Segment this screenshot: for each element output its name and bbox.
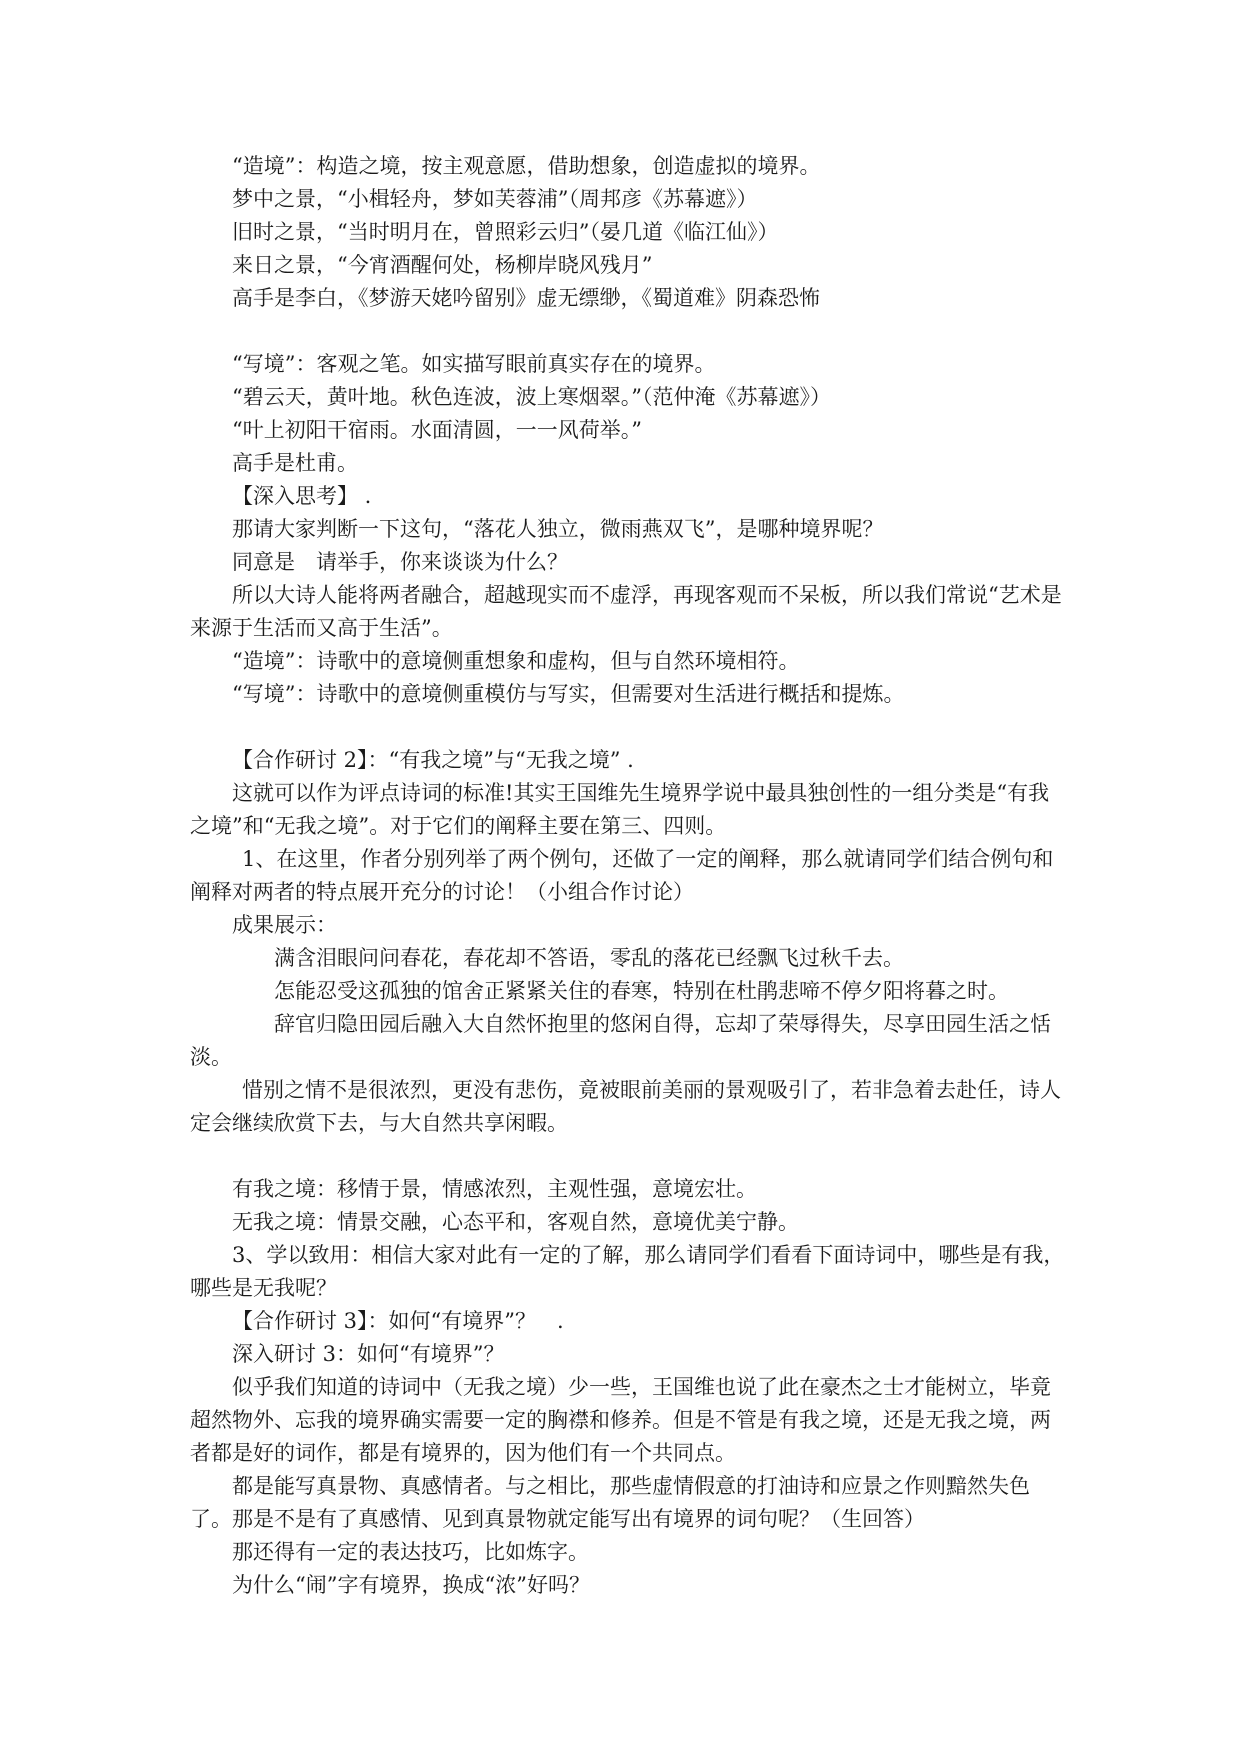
paragraph-wuwo-definition: 无我之境：情景交融，心态平和，客观自然，意境优美宁静。 [232,1210,799,1234]
paragraph-xiejing-summary: “写境”：诗歌中的意境侧重模仿与写实，但需要对生活进行概括和提炼。 [232,682,905,706]
paragraph-wang-guowei-standard: 这就可以作为评点诗词的标准!其实王国维先生境界学说中最具独创性的一组分类是“有我之境”和“无我之境”。对于它们的阐释主要在第三、四则。 [190,781,1050,838]
paragraph-question-luohua: 那请大家判断一下这句，“落花人独立，微雨燕双飞”，是哪种境界呢？ [232,517,884,541]
paragraph-true-feelings: 都是能写真景物、真感情者。与之相比，那些虚情假意的打油诗和应景之作则黯然失色了。那是不是有了真感情、见到真景物就定能写出有境界的词句呢？（生回答） [190,1474,1030,1531]
paragraph-result-1: 满含泪眼问问春花，春花却不答语，零乱的落花已经飘飞过秋千去。 [274,946,904,970]
blank-line [190,315,1070,348]
paragraph-past-scene: 旧时之景，“当时明月在，曾照彩云归”（晏几道《临江仙》） [232,220,779,244]
paragraph-result-4: 惜别之情不是很浓烈，更没有悲伤，竟被眼前美丽的景观吸引了，若非急着去赴任，诗人定会继续欣赏下去，与大自然共享闲暇。 [190,1078,1061,1135]
paragraph-results-display: 成果展示： [232,913,337,937]
paragraph-art-from-life: 所以大诗人能将两者融合，超越现实而不虚浮，再现客观而不呆板，所以我们常说“艺术是来源于生活而又高于生活”。 [190,583,1062,640]
paragraph-xiejing-definition: “写境”：客观之笔。如实描写眼前真实存在的境界。 [232,352,716,376]
paragraph-common-point: 似乎我们知道的诗词中（无我之境）少一些，王国维也说了此在豪杰之士才能树立，毕竟超然物外、忘我的境界确实需要一定的胸襟和修养。但是不管是有我之境，还是无我之境，两者都是好的词作，都是有境界的，因为他们有一个共同点。 [190,1375,1051,1465]
heading-deep-discussion-3: 深入研讨 3：如何“有境界”？ [232,1342,505,1366]
paragraph-nao-question: 为什么“闹”字有境界，换成“浓”好吗？ [232,1573,590,1597]
paragraph-task-1: 1、在这里，作者分别列举了两个例句，还做了一定的阐释，那么就请同学们结合例句和阐释对两者的特点展开充分的讨论！（小组合作讨论） [190,847,1054,904]
heading-deep-thinking: 【深入思考】 . [232,484,372,508]
paragraph-youwo-definition: 有我之境：移情于景，情感浓烈，主观性强，意境宏壮。 [232,1177,757,1201]
paragraph-raise-hand: 同意是 请举手，你来谈谈为什么？ [232,550,568,574]
paragraph-result-3: 辞官归隐田园后融入大自然怀抱里的悠闲自得，忘却了荣辱得失，尽享田园生活之恬淡。 [190,1012,1051,1069]
paragraph-word-refining: 那还得有一定的表达技巧，比如炼字。 [232,1540,589,1564]
paragraph-dream-scene: 梦中之景，“小楫轻舟，梦如芙蓉浦”（周邦彦《苏幕遮》） [232,187,758,211]
paragraph-lotus-quote: “叶上初阳干宿雨。水面清圆，一一风荷举。” [232,418,642,442]
paragraph-master-libai: 高手是李白，《梦游天姥吟留别》虚无缥缈，《蜀道难》阴森恐怖 [232,286,820,310]
heading-cooperative-discussion-3: 【合作研讨 3】：如何“有境界”？ . [232,1309,564,1333]
blank-line [190,1140,1070,1173]
paragraph-fan-zhongyan-quote: “碧云天，黄叶地。秋色连波，波上寒烟翠。”（范仲淹《苏幕遮》） [232,385,831,409]
paragraph-zaojing-definition: “造境”：构造之境，按主观意愿，借助想象，创造虚拟的境界。 [232,154,821,178]
paragraph-master-dufu: 高手是杜甫。 [232,451,358,475]
blank-line [190,711,1070,744]
paragraph-future-scene: 来日之景，“今宵酒醒何处，杨柳岸晓风残月” [232,253,653,277]
paragraph-result-2: 怎能忍受这孤独的馆舍正紧紧关住的春寒，特别在杜鹃悲啼不停夕阳将暮之时。 [274,979,1009,1003]
paragraph-task-3: 3、学以致用：相信大家对此有一定的了解，那么请同学们看看下面诗词中，哪些是有我，哪些是无我呢？ [190,1243,1065,1300]
document-page [190,150,1070,1602]
heading-cooperative-discussion-2: 【合作研讨 2】：“有我之境”与“无我之境” . [232,748,634,772]
paragraph-zaojing-summary: “造境”：诗歌中的意境侧重想象和虚构，但与自然环境相符。 [232,649,800,673]
